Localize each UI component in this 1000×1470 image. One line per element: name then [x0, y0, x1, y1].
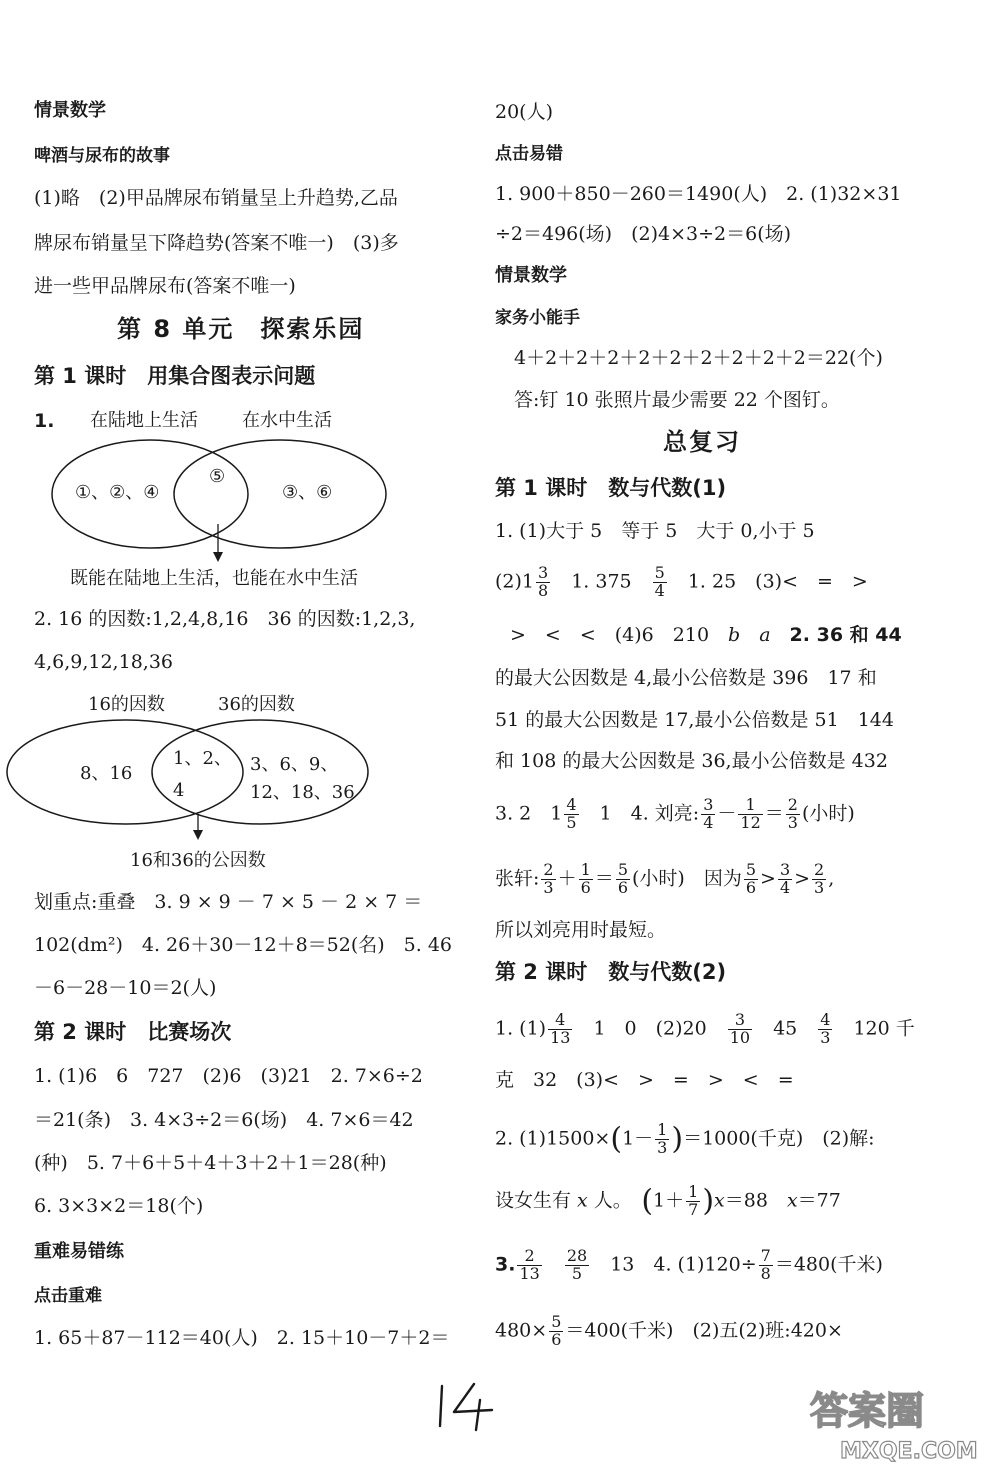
keypoint-line: 划重点:重叠 3. 9 × 9 － 7 × 5 － 2 × 7 ＝: [34, 891, 423, 913]
text-segment: ＝480(千米): [774, 1253, 883, 1276]
variable: b: [728, 624, 741, 646]
venn-circle-right: [174, 440, 386, 548]
variable: x: [714, 1189, 725, 1212]
venn-middle-items: 4: [173, 780, 185, 801]
denominator: 7: [688, 1199, 699, 1219]
review1-line: [510, 623, 902, 647]
denominator: 5: [571, 1263, 583, 1283]
review1-line: 1. (1)大于 5 等于 5 大于 0,小于 5: [495, 520, 815, 542]
fraction: [541, 862, 555, 897]
watermark-url: MXQE.COM: [840, 1439, 978, 1464]
denominator: 8: [538, 580, 549, 600]
unit-title: 第 8 单元 探索乐园: [117, 315, 365, 343]
venn-right-items: 3、6、9、: [250, 754, 339, 775]
text-segment: ＝: [764, 802, 784, 825]
review2-line: [495, 1122, 875, 1157]
numerator: 3: [779, 860, 791, 879]
housework-line: 4＋2＋2＋2＋2＋2＋2＋2＋2＋2＝22(个): [514, 347, 883, 369]
venn-bottom-label: 16和36的公因数: [130, 850, 266, 871]
review1-line: [495, 862, 834, 897]
review1-line: 所以刘亮用时最短。: [495, 919, 667, 941]
numerator: 1: [657, 1120, 668, 1139]
venn-bottom-label: 既能在陆地上生活，也能在水中生活: [70, 568, 358, 589]
fraction: [517, 1248, 541, 1283]
beer-answer-line: (1)略 (2)甲品牌尿布销量呈上升趋势,乙品: [34, 187, 398, 209]
numerator: 1: [738, 797, 762, 815]
venn-label-left: 16的因数: [88, 694, 165, 715]
page-number-text: 14: [430, 1378, 432, 1379]
keypoint-line: －6－28－10＝2(人): [34, 977, 217, 999]
review2-line: [495, 1012, 915, 1047]
numerator: 2: [517, 1248, 541, 1266]
numerator: 3: [703, 795, 714, 814]
housework-title: 家务小能手: [495, 308, 580, 328]
review2-line: 克 32 (3)< > = > < =: [495, 1069, 794, 1091]
denominator: 3: [657, 1137, 668, 1157]
fraction: [579, 862, 593, 897]
review1-line: [495, 797, 855, 832]
venn-label-right: 在水中生活: [242, 410, 332, 431]
lesson2-line: (种) 5. 7＋6＋5＋4＋3＋2＋1＝28(种): [34, 1152, 387, 1174]
fraction: [616, 862, 630, 897]
text-segment: 设女生有: [495, 1189, 578, 1212]
denominator: 10: [729, 1027, 751, 1047]
denominator: 6: [580, 877, 591, 897]
text-segment: 1. (1): [495, 1017, 547, 1040]
fraction: [549, 1314, 563, 1349]
fraction: [653, 565, 667, 600]
text-segment: 人。: [587, 1189, 642, 1212]
review1-line: [495, 565, 868, 600]
errors-line: 1. 900＋850－260＝1490(人) 2. (1)32×31: [495, 183, 902, 205]
numerator: 4: [548, 1012, 572, 1030]
text-segment: 1 0 (2)20: [574, 1017, 726, 1040]
fraction: [565, 1248, 589, 1283]
review2-line: [495, 1248, 883, 1283]
denominator: 4: [654, 580, 665, 600]
text-segment: 45: [754, 1017, 817, 1040]
page-number: [430, 1378, 510, 1434]
text-segment: ＝1000(千克) (2)解:: [683, 1127, 875, 1150]
lesson-title: 第 2 课时 比赛场次: [34, 1020, 232, 1044]
text-segment: 2. 36 和 44: [770, 624, 902, 646]
lesson-title: 第 2 课时 数与代数(2): [495, 960, 727, 984]
fraction: [744, 862, 758, 897]
review2-line: [495, 1184, 841, 1219]
text-segment: (2)1: [495, 570, 535, 593]
numerator: 2: [814, 860, 825, 879]
fraction: [686, 1184, 700, 1219]
venn-diagram-land-water: [30, 404, 430, 590]
numerator: 5: [551, 1312, 562, 1331]
fraction: [786, 797, 800, 832]
text-segment: ,: [828, 867, 835, 890]
text-segment: 480×: [495, 1319, 548, 1342]
text-segment: ＝400(千米) (2)五(2)班:420×: [565, 1319, 843, 1342]
denominator: 5: [566, 812, 577, 832]
venn-middle-items: 1、2、: [173, 748, 232, 769]
lesson2-line: 6. 3×3×2＝18(个): [34, 1195, 204, 1217]
fraction: [701, 797, 715, 832]
text-segment: －: [717, 802, 737, 825]
variable: x: [786, 1189, 798, 1212]
denominator: 6: [745, 877, 757, 897]
text-segment: (小时) 因为: [632, 867, 742, 890]
fraction: [728, 1012, 752, 1047]
numerator: 3: [538, 563, 549, 582]
fraction: [564, 797, 578, 832]
denominator: 4: [779, 877, 791, 897]
continued-line: 20(人): [495, 101, 554, 123]
denominator: 3: [543, 877, 554, 897]
review2-line: [495, 1314, 843, 1349]
denominator: 6: [617, 877, 628, 897]
beer-answer-line: 牌尿布销量呈下降趋势(答案不唯一) (3)多: [34, 232, 399, 254]
question-number: 1.: [34, 410, 55, 432]
watermark-text: 答案圈: [810, 1389, 925, 1433]
fraction: [818, 1012, 832, 1047]
text-segment: 13 4. (1)120÷: [591, 1253, 757, 1276]
venn-right-items: 12、18、36: [250, 782, 355, 803]
text-segment: 2. (1)1500×: [495, 1127, 611, 1150]
section-situational-math: 情景数学: [495, 265, 567, 286]
text-segment: ＝: [594, 867, 614, 890]
keypoint-line: 102(dm²) 4. 26＋30－12＋8＝52(名) 5. 46: [34, 934, 453, 956]
denominator: 12: [740, 812, 761, 832]
text-segment: ＝77: [797, 1189, 841, 1212]
errors-line: ÷2＝496(场) (2)4×3÷2＝6(场): [495, 223, 792, 245]
venn-left-items: ①、②、④: [75, 482, 160, 503]
text-segment: 1－: [622, 1127, 654, 1150]
numerator: 2: [787, 795, 798, 814]
text-segment: (小时): [801, 802, 855, 825]
text-segment: ＋: [557, 867, 577, 890]
fraction: [738, 797, 762, 832]
beer-story-title: 啤酒与尿布的故事: [34, 146, 170, 166]
housework-line: 答:钉 10 张照片最少需要 22 个图钉。: [514, 389, 840, 411]
venn-label-right: 36的因数: [218, 694, 295, 715]
numerator: 4: [820, 1010, 831, 1029]
denominator: 3: [787, 812, 798, 832]
text-segment: > < < (4)6 210: [510, 624, 729, 646]
lesson-title: 第 1 课时 数与代数(1): [495, 476, 727, 500]
review1-line: 和 108 的最大公因数是 36,最小公倍数是 432: [495, 750, 888, 772]
lesson2-line: 1. (1)6 6 727 (2)6 (3)21 2. 7×6÷2: [34, 1065, 423, 1087]
beer-answer-line: 进一些甲品牌尿布(答案不唯一): [34, 275, 296, 297]
text-segment: ＝88: [724, 1189, 787, 1212]
paren: ): [671, 1121, 684, 1157]
section-situational-math: 情景数学: [34, 100, 106, 121]
text-segment: 3. 2 1: [495, 802, 563, 825]
paren: (: [641, 1183, 654, 1219]
review-title: 总复习: [663, 428, 741, 456]
q2-line: 2. 16 的因数:1,2,4,8,16 36 的因数:1,2,3,: [34, 608, 416, 630]
numerator: 5: [654, 563, 665, 582]
q2-line: 4,6,9,12,18,36: [34, 651, 173, 673]
arrow-down-icon: [193, 830, 203, 840]
text-segment: 1＋: [653, 1189, 685, 1212]
paren: ): [702, 1183, 715, 1219]
paren: (: [610, 1121, 623, 1157]
denominator: 3: [820, 1027, 831, 1047]
denominator: 6: [551, 1329, 562, 1349]
denominator: 3: [814, 877, 825, 897]
text-segment: 3.: [495, 1253, 516, 1276]
text-segment: 张轩:: [495, 867, 540, 890]
section-keypoint: 点击重难: [34, 1286, 102, 1306]
numerator: 5: [617, 860, 628, 879]
numerator: 2: [543, 860, 554, 879]
section-difficult: 重难易错练: [34, 1241, 124, 1262]
denominator: 8: [760, 1263, 771, 1283]
venn-label-left: 在陆地上生活: [90, 410, 198, 431]
variable: a: [759, 624, 771, 646]
numerator: 1: [580, 860, 591, 879]
text-segment: [544, 1253, 563, 1275]
numerator: 7: [760, 1246, 771, 1265]
numerator: 5: [745, 860, 757, 879]
fraction: [778, 862, 792, 897]
denominator: 13: [519, 1263, 540, 1283]
variable: x: [577, 1189, 588, 1212]
numerator: 28: [566, 1246, 588, 1265]
arrow-down-icon: [213, 552, 223, 562]
review1-line: 51 的最大公因数是 17,最小公倍数是 51 144: [495, 709, 894, 731]
denominator: 13: [550, 1027, 571, 1047]
lesson2-line: ＝21(条) 3. 4×3÷2＝6(场) 4. 7×6＝42: [34, 1109, 414, 1131]
numerator: 1: [688, 1182, 699, 1201]
keypoint-answer-line: 1. 65＋87－112＝40(人) 2. 15＋10－7＋2＝: [34, 1327, 450, 1349]
venn-diagram-factors: [0, 690, 440, 876]
text-segment: 1. 25 (3)< = >: [668, 570, 868, 593]
text-segment: >: [794, 867, 811, 890]
numerator: 3: [728, 1012, 752, 1030]
fraction: [548, 1012, 572, 1047]
fraction: [812, 862, 826, 897]
fraction: [536, 565, 550, 600]
text-segment: 1 4. 刘亮:: [580, 802, 700, 825]
venn-left-items: 8、16: [80, 763, 133, 784]
text-segment: 1. 375: [552, 570, 651, 593]
venn-middle-items: ⑤: [209, 466, 226, 487]
text-segment: 120 千: [834, 1017, 915, 1040]
venn-right-items: ③、⑥: [282, 482, 333, 503]
fraction: [759, 1248, 773, 1283]
denominator: 4: [703, 812, 714, 832]
review1-line: 的最大公因数是 4,最小公倍数是 396 17 和: [495, 667, 877, 689]
section-errors: 点击易错: [495, 144, 563, 164]
lesson-title: 第 1 课时 用集合图表示问题: [34, 364, 316, 388]
watermark-logo: [806, 1384, 996, 1466]
numerator: 4: [566, 795, 577, 814]
fraction: [655, 1122, 669, 1157]
text-segment: >: [760, 867, 776, 890]
